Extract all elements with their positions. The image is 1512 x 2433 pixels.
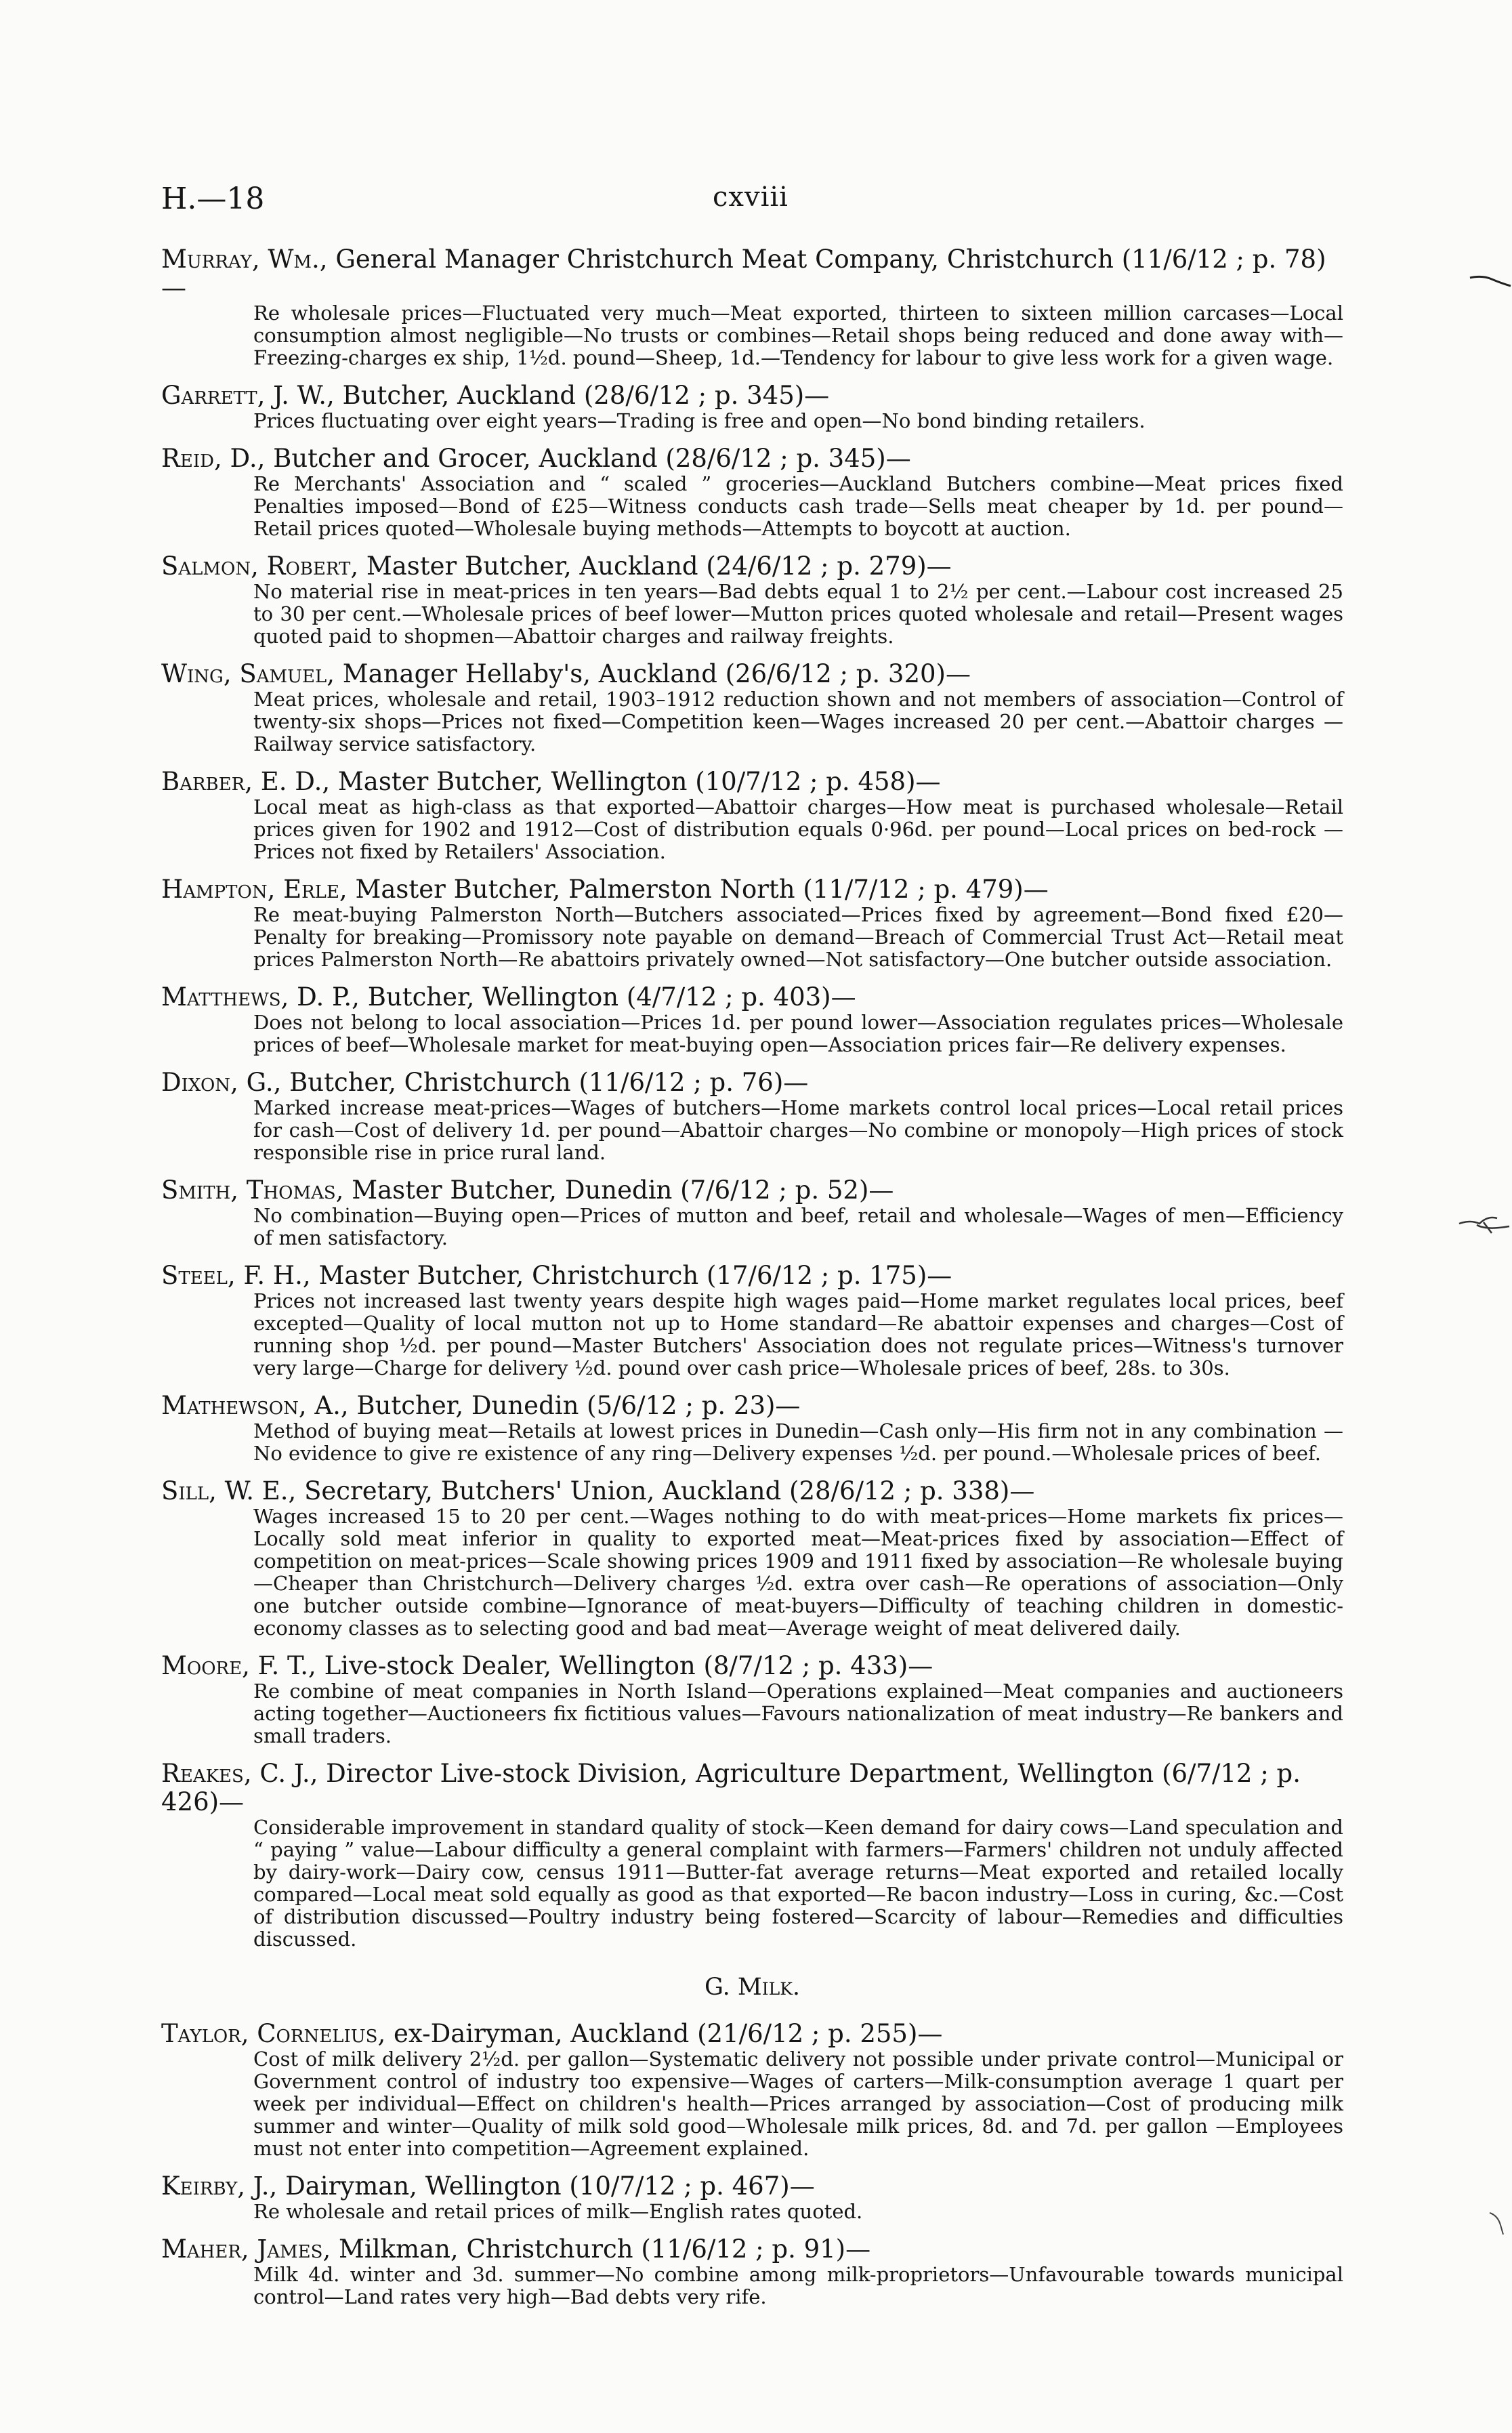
witness-name: Reid, D. xyxy=(161,444,257,473)
witness-description: Milkman, Christchurch (11/6/12 ; p. 91)— xyxy=(338,2234,871,2264)
witness-entry xyxy=(161,1262,1343,1379)
witness-entry xyxy=(161,768,1343,863)
witness-heading: Taylor, Cornelius, ex-Dairyman, Auckland (21/6/12 ; p. 255)— xyxy=(161,2019,943,2048)
witness-description: Dairyman, Wellington (10/7/12 ; p. 467)— xyxy=(285,2171,815,2201)
witness-description: Butcher, Wellington (4/7/12 ; p. 403)— xyxy=(367,982,856,1012)
witness-heading: Reakes, C. J., Director Live-stock Division, Agriculture Department, Wellington (6/7/12 ; p. 426)— xyxy=(161,1759,1301,1816)
evidence-summary: Marked increase meat-prices—Wages of butchers—Home markets control local prices—Local retail prices for cash—Cost of delivery 1d. per pound—Abattoir charges—No combine or monopoly—High prices of stock responsible rise in price rural land. xyxy=(253,1096,1343,1164)
witness-heading: Garrett, J. W., Butcher, Auckland (28/6/12 ; p. 345)— xyxy=(161,381,830,410)
evidence-summary: Re wholesale prices—Fluctuated very much—Meat exported, thirteen to sixteen million carcases—Local consumption almost negligible—No trusts or combines—Retail shops being reduced and done away with—Freezing-charges ex ship, 1½d. pound—Sheep, 1d.—Tendency for labour to give less work for a given wage. xyxy=(253,301,1343,369)
witness-name: Wing, Samuel xyxy=(161,659,327,688)
witness-name: Maher, James xyxy=(161,2234,323,2264)
witness-entry xyxy=(161,2020,1343,2160)
witness-entry xyxy=(161,552,1343,648)
witness-heading: Barber, E. D., Master Butcher, Wellington (10/7/12 ; p. 458)— xyxy=(161,767,941,796)
evidence-summary: Method of buying meat—Retails at lowest prices in Dunedin—Cash only—His firm not in any combination —No evidence to give re existence of any ring—Delivery expenses ½d. per pound.—Wholesale prices of beef. xyxy=(253,1419,1343,1465)
evidence-summary: Local meat as high-class as that exported—Abattoir charges—How meat is purchased wholesale—Retail prices given for 1902 and 1912—Cost of distribution equals 0·96d. per pound—Local prices on bed-rock —Prices not fixed by Retailers' Association. xyxy=(253,795,1343,863)
witness-description: Butcher, Christchurch (11/6/12 ; p. 76)— xyxy=(289,1068,809,1097)
margin-pen-mark xyxy=(1469,272,1512,289)
evidence-summary: Prices fluctuating over eight years—Trading is free and open—No bond binding retailers. xyxy=(253,409,1146,432)
evidence-summary: Considerable improvement in standard quality of stock—Keen demand for dairy cows—Land speculation and “ paying ” value—Labour difficulty a general complaint with farmers—Farmers' children not unduly affected by dairy-work—Dairy cow, census 1911—Butter-fat average returns—Meat exported and retailed locally compared—Local meat sold equally as good as that exported—Re bacon industry—Loss in curing, &c.—Cost of distribution discussed—Poultry industry being fostered—Scarcity of labour—Remedies and difficulties discussed. xyxy=(253,1816,1343,1951)
witness-description: Master Butcher, Wellington (10/7/12 ; p. 458)— xyxy=(337,767,941,796)
witness-description: Butcher, Dunedin (5/6/12 ; p. 23)— xyxy=(356,1391,801,1420)
witness-name: Steel, F. H. xyxy=(161,1261,303,1290)
witness-name: Dixon, G. xyxy=(161,1068,274,1097)
witness-description: Master Butcher, Palmerston North (11/7/12 ; p. 479)— xyxy=(355,875,1049,904)
witness-description: Director Live-stock Division, Agriculture Department, Wellington (6/7/12 ; p. 426)— xyxy=(161,1759,1301,1816)
witness-description: Master Butcher, Auckland (24/6/12 ; p. 279)— xyxy=(366,552,952,581)
witness-description: General Manager Christchurch Meat Company, Christchurch (11/6/12 ; p. 78)— xyxy=(161,245,1326,302)
witness-heading: Maher, James, Milkman, Christchurch (11/6/12 ; p. 91)— xyxy=(161,2234,871,2264)
page-number: cxviii xyxy=(713,182,789,213)
witness-heading: Dixon, G., Butcher, Christchurch (11/6/12 ; p. 76)— xyxy=(161,1068,809,1097)
witness-description: Live-stock Dealer, Wellington (8/7/12 ; p. 433)— xyxy=(324,1651,933,1680)
witness-entry xyxy=(161,381,1343,432)
witness-description: Butcher and Grocer, Auckland (28/6/12 ; p. 345)— xyxy=(273,444,911,473)
witness-entry xyxy=(161,245,1343,369)
witness-heading: Salmon, Robert, Master Butcher, Auckland (24/6/12 ; p. 279)— xyxy=(161,552,952,581)
evidence-summary: Prices not increased last twenty years despite high wages paid—Home market regulates local prices, beef excepted—Quality of local mutton not up to Home standard—Re abattoir expenses and charges—Cost of running shop ½d. per pound—Master Butchers' Association does not regulate prices—Witness's turnover very large—Charge for delivery ½d. pound over cash price—Wholesale prices of beef, 28s. to 30s. xyxy=(253,1289,1343,1379)
page-header xyxy=(161,182,1340,222)
witness-name: Reakes, C. J. xyxy=(161,1759,310,1788)
witness-entry xyxy=(161,444,1343,540)
witness-description: Secretary, Butchers' Union, Auckland (28/6/12 ; p. 338)— xyxy=(304,1476,1035,1505)
witness-entry xyxy=(161,1760,1343,1951)
witness-name: Hampton, Erle xyxy=(161,875,339,904)
witness-name: Moore, F. T. xyxy=(161,1651,309,1680)
witness-name: Keirby, J. xyxy=(161,2171,270,2201)
witness-name: Salmon, Robert xyxy=(161,552,351,581)
witness-list-milk xyxy=(161,2020,1343,2308)
witness-entry xyxy=(161,1068,1343,1164)
evidence-summary: Re combine of meat companies in North Island—Operations explained—Meat companies and auctioneers acting together—Auctioneers fix fictitious values—Favours nationalization of meat industry—Re bankers and small traders. xyxy=(253,1680,1343,1747)
witness-heading: Mathewson, A., Butcher, Dunedin (5/6/12 ; p. 23)— xyxy=(161,1391,801,1420)
witness-name: Garrett, J. W. xyxy=(161,381,327,410)
witness-entry xyxy=(161,1652,1343,1747)
witness-entry xyxy=(161,1477,1343,1640)
witness-heading: Keirby, J., Dairyman, Wellington (10/7/12 ; p. 467)— xyxy=(161,2171,815,2201)
witness-entry xyxy=(161,875,1343,971)
document-reference: H.—18 xyxy=(161,182,265,216)
witness-name: Smith, Thomas xyxy=(161,1176,336,1205)
evidence-summary: Re meat-buying Palmerston North—Butchers associated—Prices fixed by agreement—Bond fixed £20—Penalty for breaking—Promissory note payable on demand—Breach of Commercial Trust Act—Retail meat prices Palmerston North—Re abattoirs privately owned—Not satisfactory—One butcher outside association. xyxy=(253,903,1343,971)
witness-heading: Steel, F. H., Master Butcher, Christchurch (17/6/12 ; p. 175)— xyxy=(161,1261,952,1290)
witness-heading: Matthews, D. P., Butcher, Wellington (4/7/12 ; p. 403)— xyxy=(161,982,856,1012)
margin-pen-mark xyxy=(1487,2210,1507,2237)
evidence-summary: Does not belong to local association—Prices 1d. per pound lower—Association regulates prices—Wholesale prices of beef—Wholesale market for meat-buying open—Association prices fair—Re delivery expenses. xyxy=(253,1011,1343,1056)
evidence-summary: No combination—Buying open—Prices of mutton and beef, retail and wholesale—Wages of men—Efficiency of men satisfactory. xyxy=(253,1204,1343,1249)
page-body xyxy=(161,245,1343,2321)
witness-entry xyxy=(161,2235,1343,2308)
evidence-summary: Re wholesale and retail prices of milk—English rates quoted. xyxy=(253,2200,863,2223)
evidence-summary: Meat prices, wholesale and retail, 1903–1912 reduction shown and not members of association—Control of twenty-six shops—Prices not fixed—Competition keen—Wages increased 20 per cent.—Abattoir charges —Railway service satisfactory. xyxy=(253,688,1343,755)
evidence-summary: Milk 4d. winter and 3d. summer—No combine among milk-proprietors—Unfavourable towards municipal control—Land rates very high—Bad debts very rife. xyxy=(253,2263,1343,2308)
witness-description: Master Butcher, Christchurch (17/6/12 ; p. 175)— xyxy=(318,1261,952,1290)
witness-heading: Smith, Thomas, Master Butcher, Dunedin (7/6/12 ; p. 52)— xyxy=(161,1176,894,1205)
witness-list-meat xyxy=(161,245,1343,1951)
witness-name: Sill, W. E. xyxy=(161,1476,289,1505)
witness-entry xyxy=(161,2172,1343,2223)
witness-entry xyxy=(161,1176,1343,1249)
evidence-summary: No material rise in meat-prices in ten years—Bad debts equal 1 to 2½ per cent.—Labour cost increased 25 to 30 per cent.—Wholesale prices of beef lower—Mutton prices quoted wholesale and retail—Present wages quoted paid to shopmen—Abattoir charges and railway freights. xyxy=(253,580,1343,648)
witness-entry xyxy=(161,983,1343,1056)
witness-name: Matthews, D. P. xyxy=(161,982,352,1012)
margin-pen-mark xyxy=(1456,1213,1512,1236)
witness-heading: Sill, W. E., Secretary, Butchers' Union, Auckland (28/6/12 ; p. 338)— xyxy=(161,1476,1035,1505)
evidence-summary: Cost of milk delivery 2½d. per gallon—Systematic delivery not possible under private control—Municipal or Government control of industry too expensive—Wages of carters—Milk-consumption average 1 quart per week per individual—Effect on children's health—Prices arranged by association—Cost of producing milk summer and winter—Quality of milk sold good—Wholesale milk prices, 8d. and 7d. per gallon —Employees must not enter into competition—Agreement explained. xyxy=(253,2047,1343,2160)
section-heading: G. Milk. xyxy=(704,1974,801,2001)
evidence-summary: Re Merchants' Association and “ scaled ” groceries—Auckland Butchers combine—Meat prices fixed Penalties imposed—Bond of £25—Witness conducts cash trade—Sells meat cheaper by 1d. per pound—Retail prices quoted—Wholesale buying methods—Attempts to boycott at auction. xyxy=(253,472,1343,540)
witness-description: ex-Dairyman, Auckland (21/6/12 ; p. 255)— xyxy=(393,2019,943,2048)
witness-description: Butcher, Auckland (28/6/12 ; p. 345)— xyxy=(342,381,830,410)
witness-name: Taylor, Cornelius xyxy=(161,2019,378,2048)
witness-name: Barber, E. D. xyxy=(161,767,322,796)
witness-heading: Moore, F. T., Live-stock Dealer, Wellington (8/7/12 ; p. 433)— xyxy=(161,1651,933,1680)
witness-heading: Hampton, Erle, Master Butcher, Palmerston North (11/7/12 ; p. 479)— xyxy=(161,875,1049,904)
witness-entry xyxy=(161,660,1343,755)
witness-heading: Wing, Samuel, Manager Hellaby's, Auckland (26/6/12 ; p. 320)— xyxy=(161,659,971,688)
witness-heading: Murray, Wm., General Manager Christchurch Meat Company, Christchurch (11/6/12 ; p. 78)— xyxy=(161,245,1326,302)
witness-entry xyxy=(161,1392,1343,1465)
witness-name: Mathewson, A. xyxy=(161,1391,341,1420)
witness-name: Murray, Wm. xyxy=(161,245,320,274)
witness-description: Manager Hellaby's, Auckland (26/6/12 ; p. 320)— xyxy=(342,659,971,688)
evidence-summary: Wages increased 15 to 20 per cent.—Wages nothing to do with meat-prices—Home markets fix prices—Locally sold meat inferior in quality to exported meat—Meat-prices fixed by association—Effect of competition on meat-prices—Scale showing prices 1909 and 1911 fixed by association—Re wholesale buying—Cheaper than Christchurch—Delivery charges ½d. extra over cash—Re operations of association—Only one butcher outside combine—Ignorance of meat-buyers—Difficulty of teaching children in domestic-economy classes as to selecting good and bad meat—Average weight of meat delivered daily. xyxy=(253,1505,1343,1640)
witness-heading: Reid, D., Butcher and Grocer, Auckland (28/6/12 ; p. 345)— xyxy=(161,444,911,473)
witness-description: Master Butcher, Dunedin (7/6/12 ; p. 52)— xyxy=(352,1176,894,1205)
